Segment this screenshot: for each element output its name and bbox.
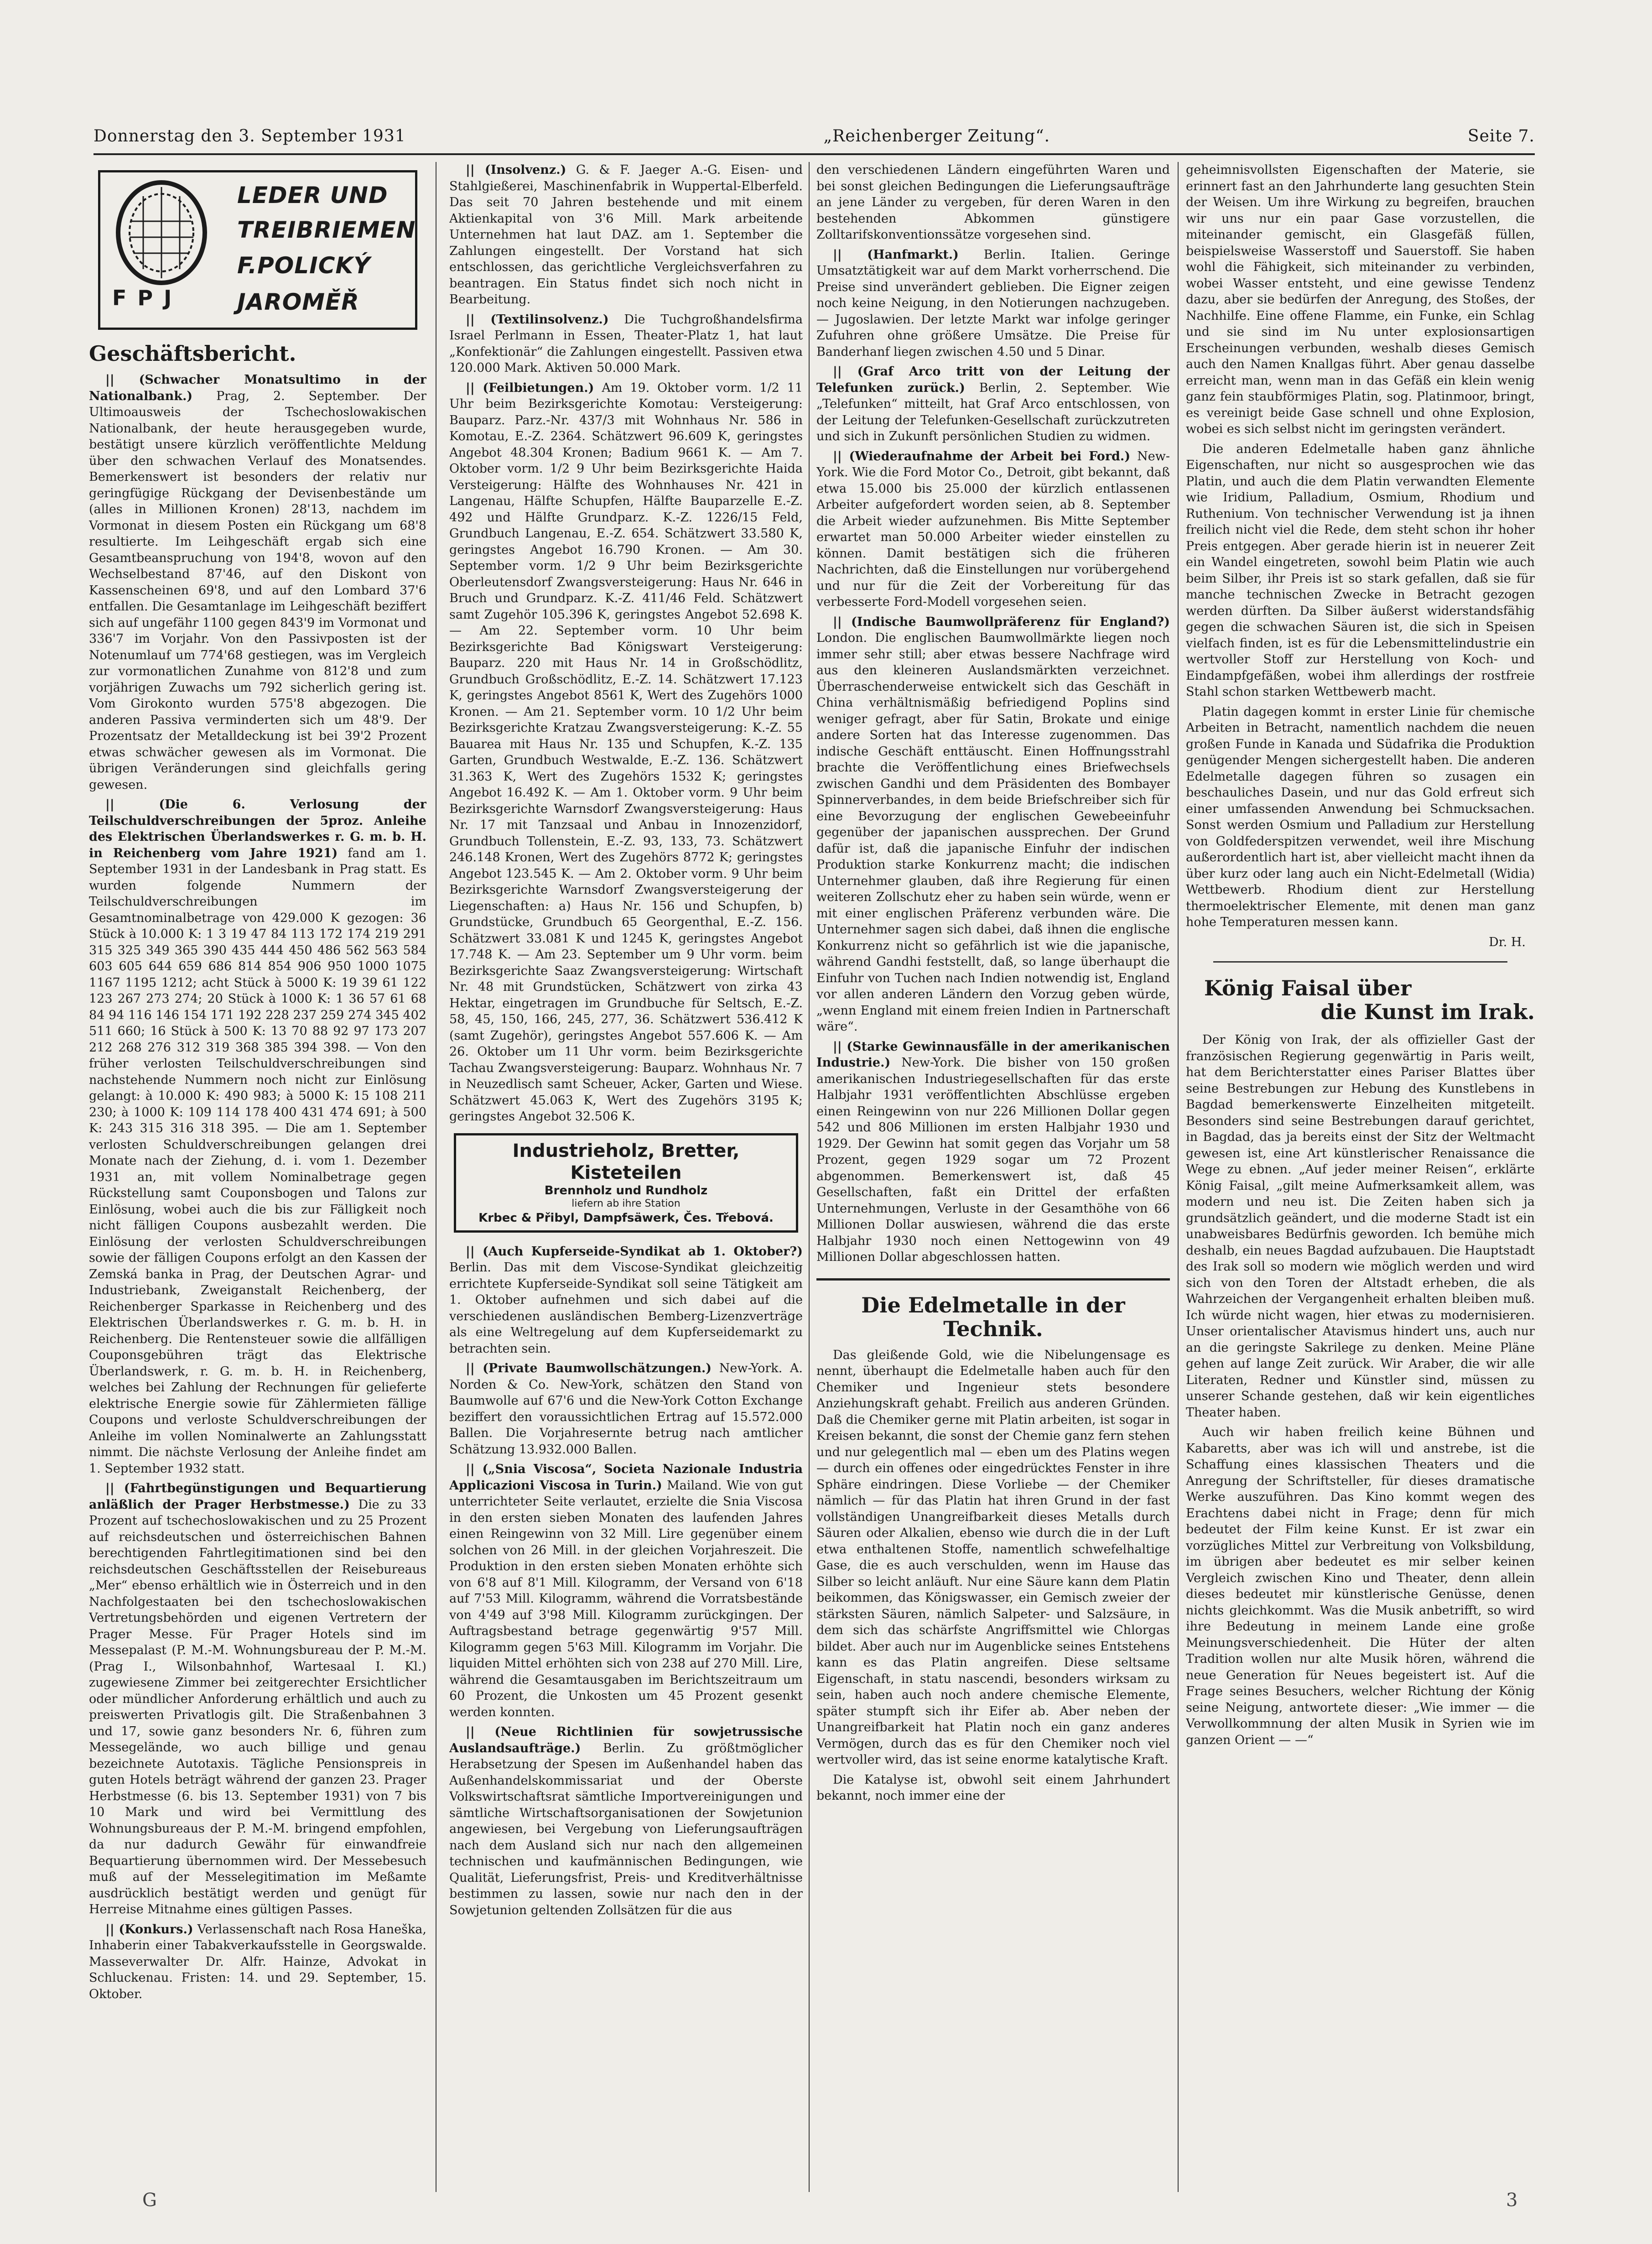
article-2-1	[449, 162, 803, 308]
article-3-1	[816, 162, 1170, 243]
header-rule	[94, 153, 1535, 155]
article-1-1	[89, 372, 426, 793]
article-lead: || (Insolvenz.)	[466, 163, 566, 177]
article-body: Die Tuchgroßhandelsfirma Israel Perlmann in Essen, Theater-Platz 1, hat laut „Konfektionär“ die Zahlungen eingestellt. Passiven etwa 120.000 Mark. Aktiven 50.000 Mark.	[449, 312, 803, 375]
section-title-business-report: Geschäftsbericht.	[89, 341, 296, 366]
logo-line-4: JAROMĚŘ	[237, 289, 359, 315]
article-1-4	[89, 1921, 426, 2003]
article-lead: || (Die 6. Verlosung der Teilschuldverschreibungen der 5proz. Anleihe des Elektrischen Überlandswerkes r. G. m. b. H. in Reichenberg vom Jahre 1921)	[89, 797, 426, 860]
article-body: fand am 1. September 1931 in der Landesbank in Prag statt. Es wurden folgende Nummern der Teilschuldverschreibungen im Gesamtnominalbetrage von 429.000 K gezogen: 36 Stück à 10.000 K: 1 3 19 47 84 113 172 174 219 291 315 325 349 365 390 435 444 450 486 562 563 584 603 605 644 659 686 814 854 906 950 1000 1075 1167 1195 1212; acht Stück à 5000 K: 19 39 61 122 123 267 273 274; 20 Stück à 1000 K: 1 36 57 61 68 84 94 116 146 154 171 192 228 237 259 274 345 402 511 660; 16 Stück à 500 K: 13 70 88 92 97 173 207 212 268 276 312 319 368 385 394 398. — Von den früher verlosten Teilschuldverschreibungen sind nachstehende Nummern noch nicht zur Einlösung gelangt: à 10.000 K: 490 983; à 5000 K: 15 108 211 230; à 1000 K: 109 114 178 400 431 474 691; à 500 K: 243 315 316 318 395. — Die am 1. September verlosten Schuldverschreibungen gelangen drei Monate nach der Ziehung, d. i. vom 1. Dezember 1931 an, mit vollem Nominalbetrage gegen Rückstellung samt Couponsbogen und Talons zur Einlösung, wobei auch die bis zur Fälligkeit noch nicht fälligen Coupons ausbezahlt werden. Die Einlösung der verlosten Schuldverschreibungen sowie der fälligen Coupons erfolgt an den Kassen der Zemská banka in Prag, der Deutschen Agrar- und Industriebank, Zweiganstalt Reichenberg, der Reichenberger Sparkasse in Reichenberg und des Elektrischen Überlandswerkes r. G. m. b. H. in Reichenberg. Die Rentensteuer sowie die allfälligen Couponsgebühren trägt das Elektrische Überlandswerk, r. G. m. b. H. in Reichenberg, welches bei Zahlung der Rechnungen für gelieferte elektrische Energie sowie für Zählermieten fällige Coupons und verloste Schuldverschreibungen der Anleihe im vollen Nominalwerte an Zahlungsstatt nimmt. Die nächste Verlosung der Anleihe findet am 1. September 1932 statt.	[89, 846, 426, 1476]
logo-line-1: LEDER UND	[237, 182, 388, 208]
column-4	[1186, 162, 1535, 2187]
article-title-line-2: die Kunst im Irak.	[1320, 1000, 1535, 1024]
article-body: Berlin, 2. September. Wie „Telefunken“ mitteilt, hat Graf Arco entschlossen, von der Leitung der Telefunken-Gesellschaft zurückzutreten und sich in Zukunft persönlichen Studien zu widmen.	[816, 380, 1170, 443]
ad-company: Krbec & Přibyl, Dampfsäwerk, Čes. Třebová.	[478, 1211, 774, 1225]
ad-headline: Industrieholz, Bretter, Kisteteilen	[512, 1140, 740, 1183]
article-body: Prag, 2. September. Der Ultimoausweis der Tschechoslowakischen Nationalbank, der heute herausgegeben wurde, bestätigt unsere kürzlich veröffentlichte Meldung über den schwachen Verlauf des Monatsendes. Bemerkenswert ist besonders der relativ nur geringfügige Rückgang der Devisenbestände um (alles in Millionen Kronen) 28'13, nachdem im Vormonat in diesem Posten ein Rückgang um 68'8 resultierte. Im Leihgeschäft ergab sich eine Gesamtbeanspruchung von 194'8, wovon auf den Wechselbestand 87'46, auf den Diskont von Kassenscheinen 69'8, und auf den Lombard 37'6 entfallen. Die Gesamtanlage im Leihgeschäft beziffert sich auf ungefähr 1100 gegen 843'9 im Vormonat und 336'7 im Vorjahr. Von den Passivposten ist der Notenumlauf um 774'68 gestiegen, was im Vergleich zur vormonatlichen Zunahme von 812'8 und zum vorjährigen Zuwachs um 792 sicherlich gering ist. Vom Girokonto wurden 575'8 abgezogen. Die anderen Passiva verminderten sich um 48'9. Der Prozentsatz der Metalldeckung ist bei 39'2 Prozent etwas schwächer gewesen als im Vormonat. Die übrigen Veränderungen sind gleichfalls gering gewesen.	[89, 389, 426, 792]
article-body: London. Die englischen Baumwollmärkte liegen noch immer sehr still; aber etwas bessere Nachfrage wird aus den kleineren Auslandsmärkten verzeichnet. Überraschenderweise entwickelt sich das Geschäft in China verhältnismäßig befriedigend Poplins sind weniger gefragt, aber für Satin, Brokate und einige andere Sorten hat das Interesse zugenommen. Das indische Geschäft enttäuscht. Einen Hoffnungsstrahl brachte die Veröffentlichung eines Briefwechsels zwischen Gandhi und dem Präsidenten des Bombayer Spinnerverbandes, in dem beide Briefschreiber sich für eine Bevorzugung der englischen Gewebeeinfuhr gegenüber der japanischen aussprechen. Der Grund dafür ist, daß die japanische Einfuhr der indischen Produktion starke Konkurrenz macht; die indischen Unternehmer glauben, daß ihre Regierung für einen weiteren Zollschutz eher zu haben sein würde, wenn er mit einer englischen Präferenz verbunden wäre. Die Unternehmer sagen sich dabei, daß ihnen die englische Konkurrenz nicht so gefährlich ist wie die japanische, während Gandhi feststellt, daß, so lange überhaupt die Einfuhr von Tuchen nach Indien notwendig ist, England vor allen anderen Ländern den Vorzug geben würde, „wenn England mit einem freien Indien in Partnerschaft wäre“.	[816, 631, 1170, 1034]
article-lead: || („Snia Viscosa“, Societa Nazionale Industria Applicazioni Viscosa in Turin.)	[449, 1462, 803, 1493]
article-lead: || (Indische Baumwollpräferenz für England?)	[833, 614, 1170, 629]
logo-initials: FPJ	[109, 290, 185, 307]
article-body: G. & F. Jaeger A.-G. Eisen- und Stahlgießerei, Maschinenfabrik in Wuppertal-Elberfeld. Das seit 70 Jahren bestehende und mit einem Aktienkapital von 3'6 Mill. Mark arbeitende Unternehmen hat laut DAZ. am 1. September die Zahlungen eingestellt. Der Vorstand hat sich entschlossen, das gerichtliche Vergleichsverfahren zu beantragen. Ein Status findet sich noch nicht in Bearbeitung.	[449, 163, 803, 307]
edge-mark-bottom-left: G	[142, 2190, 157, 2211]
article-2-5	[449, 1360, 803, 1458]
column-rule-2	[809, 162, 810, 2192]
article-2-4	[449, 1244, 803, 1357]
article-lead: || (Feilbietungen.)	[466, 380, 594, 395]
section-title-edelmetalle: Die Edelmetalle in der Technik.	[861, 1292, 1125, 1341]
header-page-number: Seite 7.	[1467, 126, 1535, 146]
column-1	[89, 162, 426, 2187]
article-body: New-York. Die bisher von 150 großen amerikanischen Industriegesellschaften für das erste Halbjahr 1931 veröffentlichten Abschlüsse ergeben einen Reingewinn von nur 226 Millionen Dollar gegen 542 und 806 Millionen im ersten Halbjahr 1930 und 1929. Der Gewinn hat somit gegen das Vorjahr um 58 Prozent, gegen 1929 sogar um 72 Prozent abgenommen. Bemerkenswert ist, daß 45 Gesellschaften, faßt ein Drittel der erfaßten Unternehmungen, Verluste in der Gesamthöhe von 66 Millionen Dollar auswiesen, während die das erste Halbjahr 1930 noch einen Nettogewinn von 49 Millionen Dollar abgeschlossen hatten.	[816, 1056, 1170, 1264]
article-3-3	[816, 364, 1170, 445]
article-3-2	[816, 247, 1170, 360]
article-lead: || (Konkurs.)	[105, 1922, 193, 1937]
article-body: Mailand. Wie von gut unterrichteter Seite verlautet, erzielte die Snia Viscosa in den ersten sieben Monaten des laufenden Jahres einen Reingewinn von 32 Mill. Lire gegenüber einem solchen von 26 Mill. in der gleichen Vorjahreszeit. Die Produktion in den ersten sieben Monaten erhöhte sich von 6'8 auf 8'1 Mill. Kilogramm, der Versand von 6'18 auf 7'53 Mill. Kilogramm, während die Vorratsbestände von 4'49 auf 3'98 Mill. Kilogramm zurückgingen. Der Auftragsbestand betrage gegenwärtig 9'57 Mill. Kilogramm gegen 5'63 Mill. Kilogramm im Vorjahr. Die liquiden Mittel erhöhten sich von 238 auf 270 Mill. Lire, während die Gesamtausgaben im Berichtszeitraum um 60 Prozent, die Unkosten um 45 Prozent gesenkt werden konnten.	[449, 1478, 803, 1719]
header-masthead: „Reichenberger Zeitung“.	[823, 126, 1050, 146]
header-date: Donnerstag den 3. September 1931	[94, 126, 406, 146]
article-title-line-1: König Faisal über	[1204, 976, 1412, 1000]
feature-paragraph-2: Die Katalyse ist, obwohl seit einem Jahrhundert bekannt, noch immer eine der	[816, 1772, 1170, 1803]
article-lead: || (Hanfmarkt.)	[833, 247, 959, 262]
advertisement-industrieholz	[454, 1133, 798, 1233]
logo-line-2: TREIBRIEMEN	[237, 217, 416, 243]
article-lead: || (Fahrtbegünstigungen und Bequartierung anläßlich der Prager Herbstmesse.)	[89, 1481, 426, 1512]
article-lead: || (Schwacher Monatsultimo in der Nationalbank.)	[89, 373, 426, 403]
article-lead: || (Wiederaufnahme der Arbeit bei Ford.)	[833, 449, 1131, 463]
feature-cont-paragraph-2: Die anderen Edelmetalle haben ganz ähnliche Eigenschaften, nur nicht so ausgesprochen wie das Platin, und auch die dem Platin verwandten Elemente wie Iridium, Palladium, Osmium, Rhodium und Ruthenium. Von technischer Verwendung ist ja ihnen freilich nicht viel die Rede, dem steht schon ihr hoher Preis entgegen. Aber gerade hierin ist in neuerer Zeit ein Wandel eingetreten, sowohl beim Platin wie auch beim Silber, ihr Preis ist so stark gefallen, daß sie für manche technischen Zwecke in Betracht gezogen werden dürften. Da Silber äußerst widerstandsfähig gegen die schwachen Säuren ist, die sich in Speisen vielfach finden, ist es für die Lebensmittelindustrie ein wertvoller Stoff zur Herstellung von Koch- und Eindampfgefäßen, wobei ihm allerdings der rostfreie Stahl schon starken Wettbewerb macht.	[1186, 442, 1535, 699]
column-2	[449, 162, 803, 2187]
article-lead: || (Private Baumwollschätzungen.)	[466, 1361, 712, 1375]
article-lead: || (Textilinsolvenz.)	[466, 312, 609, 327]
ad-subline: Brennholz und Rundholz	[544, 1183, 708, 1197]
article-2-7	[449, 1724, 803, 1918]
logo-line-3: F.POLICKÝ	[237, 252, 371, 279]
page-header	[94, 122, 1535, 150]
faisal-paragraph-2: Auch wir haben freilich keine Bühnen und Kabaretts, aber was ich will und anstrebe, ist die Schaffung eines klassischen Theaters und die Anregung der Schriftsteller, für dieses dramatische Werke auszuführen. Das Kino kommt wegen des Erachtens dabei nicht in Frage; denn für mich bedeutet der Film keine Kunst. Er ist zwar ein vorzügliches Mittel zur Verbreitung von Volksbildung, im übrigen aber bedeutet es mir selber keinen Vergleich zwischen Kino und Theater, denn allein dieses bedeutet mir künstlerische Genüsse, denen nichts gleichkommt. Was die Musik anbetrifft, so wird ihre Bedeutung in meinem Lande eine große Meinungsverschiedenheit. Die Hüter der alten Tradition wollen nur alte Musik hören, während die neue Generation für Neues begeistert ist. Auf die Frage seines Besuchers, welcher Richtung der König seine Neigung, antwortete dieser: „Wie immer — die Verwollkommnung der alten Musik in Syrien wie im ganzen Orient — —“	[1186, 1425, 1535, 1747]
article-body: Die zu 33 Prozent auf tschechoslowakischen und zu 25 Prozent auf reichsdeutschen und österreichischen Bahnen berechtigenden Fahrtlegitimationen sind bei den reichsdeutschen Geschäftsstellen der Reisebureaus „Mer“ ebenso erhältlich wie in Österreich und in den Nachfolgestaaten bei den tschechoslowakischen Vertretungsbehörden und eigenen Vertretern der Prager Messe. Für Prager Hotels sind im Messepalast (P. M.-M. Wohnungsbureau der P. M.-M. (Prag I., Wilsonbahnhof, Wartesaal I. Kl.) zugewiesene Zimmer bei zeitgerechter Ersichtlicher oder mündlicher Anforderung erhältlich und auch zu preiswerten Privatlogis gilt. Die Straßenbahnen 3 und 17, sowie ganz besonders Nr. 6, führen zum Messegelände, wo auch billige und genau bezeichnete Autotaxis. Tägliche Pensionspreis in guten Hotels beträgt während der ganzen 23. Prager Herbstmesse (6. bis 13. September 1931) von 7 bis 10 Mark und wird bei Vermittlung des Wohnungsbureaus der P. M.-M. bringend empfohlen, da nur dadurch Gewähr für einwandfreie Bequartierung übernommen wird. Der Messebesuch muß auf der Messelegitimation im Meßamte ausdrücklich bestätigt werden und genügt für Herreise Mitnahme eines gültigen Passes.	[89, 1497, 426, 1916]
article-3-4	[816, 448, 1170, 610]
article-body: Berlin. Zu größtmöglicher Herabsetzung der Spesen im Außenhandel haben das Außenhandelskommissariat und der Oberste Volkswirtschaftsrat sämtliche Importvereinigungen und sämtliche Wirtschaftsorganisationen der Sowjetunion angewiesen, bei Vergebung von Lieferungsaufträgen nach dem Ausland sich nur nach den allgemeinen technischen und kaufmännischen Bedingungen, wie Qualität, Lieferungsfrist, Preis- und Kreditverhältnisse bestimmen zu lassen, sowie nur nach den in der Sowjetunion geltenden Zollsätzen für die aus	[449, 1741, 803, 1917]
feature-cont-paragraph-3: Platin dagegen kommt in erster Linie für chemische Arbeiten in Betracht, namentlich nachdem die neuen großen Funde in Kanada und Südafrika die Produktion genügender Mengen sichergestellt haben. Die anderen Edelmetalle dagegen führen so zusagen ein beschauliches Dasein, und nur das Gold erfreut sich einer umfassenden Anwendung bei Schmucksachen. Sonst werden Osmium und Palladium zur Herstellung von Goldfederspitzen verwendet, weil ihre Mischung außerordentlich hart ist, aber vielleicht macht ihnen da über kurz oder lang auch ein Nicht-Edelmetall (Widia) Wettbewerb. Rhodium dient zur Herstellung thermoelektrischer Elemente, mit denen man ganz hohe Temperaturen messen kann.	[1186, 704, 1535, 929]
column-rule-3	[1178, 162, 1179, 2192]
article-body: Berlin. Italien. Geringe Umsatztätigkeit war auf dem Markt vorherrschend. Die Preise sind unverändert geblieben. Die Eigner zeigen noch keine Neigung, in den Notierungen nachzugeben. — Jugoslawien. Der letzte Markt war infolge geringer Zufuhren ohne größere Umsätze. Die Preise für Banderhanf liegen zwischen 4.50 und 5 Dinar.	[816, 247, 1170, 359]
section-divider	[816, 1278, 1170, 1281]
article-lead: || (Graf Arco tritt von der Leitung der Telefunken zurück.)	[816, 364, 1170, 395]
article-2-3	[449, 380, 803, 1125]
article-lead: || (Starke Gewinnausfälle in der amerikanischen Industrie.)	[816, 1039, 1170, 1070]
article-body: New-York. A. Norden & Co. New-York, schätzen den Stand von Baumwolle auf 67'6 und die New-York Cotton Exchange beziffert den voraussichtlichen Ertrag auf 15.572.000 Ballen. Die Vorjahresernte betrug nach amtlicher Schätzung 13.932.000 Ballen.	[449, 1361, 803, 1457]
article-divider	[1213, 961, 1507, 963]
article-body: Verlassenschaft nach Rosa Haneška, Inhaberin einer Tabakverkaufsstelle in Georgswalde. Masseverwalter Dr. Alfr. Hainze, Advokat in Schluckenau. Fristen: 14. und 29. September, 15. Oktober.	[89, 1922, 426, 2001]
article-2-2	[449, 312, 803, 376]
article-body: Berlin. Das mit dem Viscose-Syndikat gleichzeitig errichtete Kupferseide-Syndikat soll seine Tätigkeit am 1. Oktober aufnehmen und sich dabei auf die verschiedenen ausländischen Bemberg-Lizenzverträge als eine Weltregelung auf dem Kupferseidemarkt zu betrachten sein.	[449, 1260, 803, 1356]
article-lead: || (Neue Richtlinien für sowjetrussische Auslandsaufträge.)	[449, 1725, 803, 1755]
article-body: New-York. Wie die Ford Motor Co., Detroit, gibt bekannt, daß etwa 15.000 bis 25.000 der kürzlich entlassenen Arbeiter aufgefordert worden seien, ab 8. September die Arbeit wieder aufzunehmen. Bis Mitte September erwartet man 50.000 Arbeiter wieder einstellen zu können. Damit bestätigen sich die früheren Nachrichten, daß die Einstellungen nur vorübergehend und nur für die Zeit der Vorbereitung für das verbesserte Ford-Modell vorgesehen seien.	[816, 449, 1170, 609]
article-body: den verschiedenen Ländern eingeführten Waren und bei sonst gleichen Bedingungen die Lieferungsaufträge an jene Länder zu vergeben, für deren Waren in den bestehenden Abkommen günstigere Zolltarifskonventionssätze vorgesehen sind.	[816, 163, 1170, 242]
article-1-3	[89, 1480, 426, 1918]
article-3-5	[816, 614, 1170, 1035]
edge-mark-bottom-right: 3	[1506, 2190, 1518, 2211]
article-2-6	[449, 1461, 803, 1720]
article-3-6	[816, 1039, 1170, 1265]
faisal-paragraph-1: Der König von Irak, der als offizieller Gast der französischen Regierung gegenwärtig in Paris weilt, hat dem Berichterstatter eines Pariser Blattes über seine Bestrebungen zur Hebung des Kunstlebens in Bagdad bemerkenswerte Einzelheiten mitgeteilt. Besonders sind seine Bestrebungen darauf gerichtet, in Bagdad, das ja bereits einst der Sitz der Weltmacht gewesen ist, eine Art künstlerischer Renaissance die Wege zu ebnen. „Auf jeder meiner Reisen“, erklärte König Faisal, „gilt meine Aufmerksamkeit allem, was modern und neu ist. Die Zeiten haben sich ja grundsätzlich geändert, und die moderne Stadt ist ein unabweisbares Bedürfnis geworden. Ich bemühe mich deshalb, ein neues Bagdad aufzubauen. Die Hauptstadt des Irak soll so modern wie möglich werden und wird sich von den Toren der Altstadt erheben, die als Wahrzeichen der Vergangenheit erhalten bleiben muß. Ich würde nicht wagen, hier etwas zu modernisieren. Unser orientalischer Atavismus hindert uns, auch nur an die geringste Sakrilege zu denken. Meine Pläne gehen auf lange Zeit zurück. Wir Araber, die wir alle Literaten, Redner und Künstler sind, müssen zu unserer Schande gestehen, daß wir kein eigentliches Theater haben.	[1186, 1033, 1535, 1420]
feature-cont-paragraph-1: geheimnisvollsten Eigenschaften der Materie, sie erinnert fast an den Jahrhunderte lang gesuchten Stein der Weisen. Um ihre Wirkung zu begreifen, brauchen wir uns nur ein paar Gase vorzustellen, die miteinander gemischt, ein Glasgefäß füllen, beispielsweise Wasserstoff und Sauerstoff. Sie haben wohl die Fähigkeit, sich miteinander zu verbinden, wobei Wasser entsteht, und eine gewisse Tendenz dazu, aber sie bedürfen der Anregung, des Stoßes, der Nachhilfe. Eine offene Flamme, ein Funke, ein Schlag und sie sind im Nu unter explosionsartigen Erscheinungen verbunden, weshalb dieses Gemisch auch den Namen Knallgas führt. Aber genau dasselbe erreicht man, wenn man in das Gefäß ein klein wenig ganz fein staubförmiges Platin, sog. Platinmoor, bringt, es vereinigt beide Gase schnell und ohne Explosion, wobei es sich selbst nicht im geringsten verändert.	[1186, 163, 1535, 436]
author-signature: Dr. H.	[1489, 935, 1526, 949]
article-lead: || (Auch Kupferseide-Syndikat ab 1. Oktober?)	[466, 1244, 803, 1259]
feature-paragraph-1: Das gleißende Gold, wie die Nibelungensage es nennt, überhaupt die Edelmetalle haben auch für den Chemiker und Ingenieur stets besondere Anziehungskraft gehabt. Freilich aus anderen Gründen. Daß die Chemiker gerne mit Platin arbeiten, ist sogar in Kreisen bekannt, die sonst der Chemie ganz fern stehen und nur gelegentlich mal — eben um des Platins wegen — durch ein offenes oder eingedrücktes Fenster in ihre Sphäre eindringen. Diese Vorliebe — der Chemiker nämlich — für das Platin hat ihren Grund in der fast vollständigen Unangreifbarkeit dieses Metalls durch Säuren oder Alkalien, ebenso wie durch die in der Luft etwa enthaltenen Stoffe, namentlich schwefelhaltige Gase, die es auch verschulden, wenn im Hause das Silber so leicht anläuft. Nur eine Säure kann dem Platin beikommen, das Königswasser, ein Gemisch zweier der stärksten Säuren, nämlich Salpeter- und Salzsäure, in dem sich das schärfste Angriffsmittel wie Chlorgas bildet. Aber auch nur im Augenblicke seines Entstehens kann es das Platin angreifen. Diese seltsame Eigenschaft, in statu nascendi, besonders wirksam zu sein, haben auch noch andere chemische Elemente, später stumpft sich ihr Eifer ab. Aber neben der Unangreifbarkeit hat Platin noch ein ganz anderes Vermögen, durch das es für den Chemiker noch viel wertvoller wird, das ist seine enorme katalytische Kraft.	[816, 1348, 1170, 1767]
column-3	[816, 162, 1170, 2187]
advertisement-logo-policky	[98, 170, 417, 330]
ad-note: liefern ab ihre Station	[571, 1197, 681, 1209]
article-body: Am 19. Oktober vorm. 1/2 11 Uhr beim Bezirksgerichte Komotau: Versteigerung: Bauparz. Parz.-Nr. 437/3 mit Wohnhaus Nr. 586 in Komotau, E.-Z. 2364. Schätzwert 96.609 K, geringstes Angebot 48.304 Kronen; Badium 9661 K. — Am 7. Oktober vorm. 1/2 9 Uhr beim Bezirksgerichte Haida Versteigerung: Hälfte des Wohnhauses Nr. 421 in Langenau, Hälfte Schupfen, Hälfte Bauparzelle E.-Z. 492 und Hälfte Grundparz. K.-Z. 1226/15 Feld, Grundbuch Langenau, E.-Z. 654. Schätzwert 33.580 K, geringstes Angebot 16.790 Kronen. — Am 30. September vorm. 1/2 9 Uhr beim Bezirksgerichte Oberleutensdorf Zwangsversteigerung: Haus Nr. 646 in Bruch und Grundparz. K.-Z. 411/46 Feld. Schätzwert samt Zugehör 105.396 K, geringstes Angebot 52.698 K. — Am 22. September vorm. 10 Uhr beim Bezirksgerichte Bad Königswart Versteigerung: Bauparz. 220 mit Haus Nr. 14 in Großschödlitz, Grundbuch Großschödlitz, E.-Z. 14. Schätzwert 17.123 K, geringstes Angebot 8561 K, Wert des Zugehörs 1000 Kronen. — Am 21. September vorm. 10 1/2 Uhr beim Bezirksgerichte Kratzau Zwangsversteigerung: K.-Z. 55 Bauarea mit Haus Nr. 135 und Schupfen, K.-Z. 135 Garten, Grundbuch Westwalde, E.-Z. 136. Schätzwert 31.363 K, Wert des Zugehörs 1532 K; geringstes Angebot 16.492 K. — Am 1. Oktober vorm. 9 Uhr beim Bezirksgerichte Warnsdorf Zwangsversteigerung: Haus Nr. 17 mit Tanzsaal und Anbau in Innozenzidorf, Grundbuch Tollenstein, E.-Z. 93, 133, 73. Schätzwert 246.148 Kronen, Wert des Zugehörs 8772 K; geringstes Angebot 123.545 K. — Am 2. Oktober vorm. 9 Uhr beim Bezirksgerichte Warnsdorf Zwangsversteigerung der Liegenschaften: a) Haus Nr. 156 und Schupfen, b) Grundstücke, Grundbuch 65 Georgenthal, E.-Z. 156. Schätzwert 33.081 K und 1245 K, geringstes Angebot 17.748 K. — Am 23. September um 9 Uhr vorm. beim Bezirksgerichte Saaz Zwangsversteigerung: Wirtschaft Nr. 48 mit Grundstücken, Schätzwert von zirka 43 Hektar, eingetragen im Grundbuche für Seltsch, E.-Z. 58, 45, 150, 166, 245, 277, 36. Schätzwert 536.412 K (samt Zugehör), geringstes Angebot 557.606 K. — Am 26. Oktober um 11 Uhr vorm. beim Bezirksgerichte Tachau Zwangsversteigerung: Bauparz. Wohnhaus Nr. 7 in Neuzedlisch samt Scheuer, Acker, Garten und Wiese. Schätzwert 45.063 K, Wert des Zugehörs 3195 K; geringstes Angebot 32.506 K.	[449, 380, 803, 1124]
article-1-2	[89, 797, 426, 1477]
